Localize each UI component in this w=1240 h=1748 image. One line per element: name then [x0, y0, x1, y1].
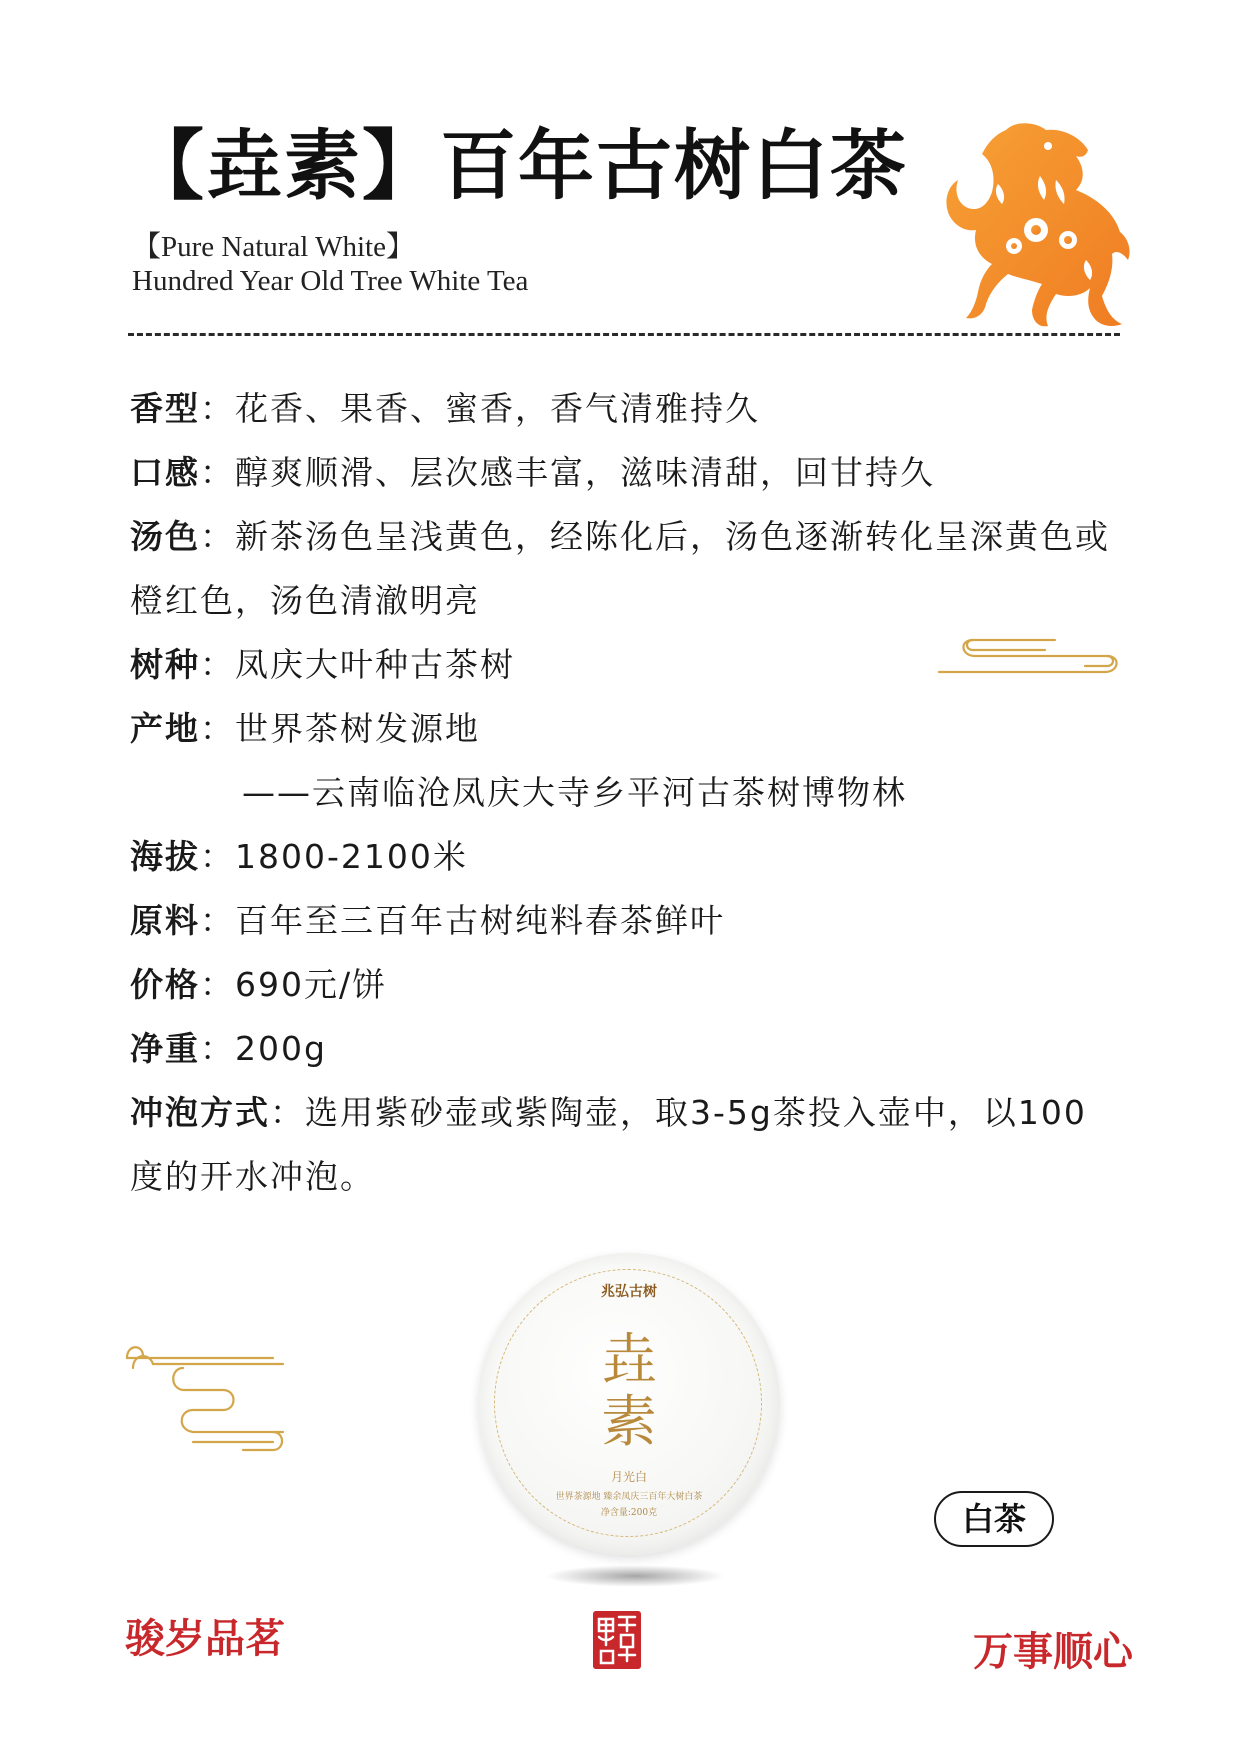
subtitle-line-1: 【Pure Natural White】: [132, 231, 415, 263]
detail-key: 价格: [130, 965, 200, 1004]
detail-value: 花香、果香、蜜香，香气清雅持久: [235, 389, 760, 428]
detail-value: 200g: [235, 1029, 327, 1068]
detail-row-taste: [130, 441, 1110, 505]
detail-key: 汤色: [130, 517, 200, 556]
tea-cake-char-2: 素: [601, 1390, 657, 1455]
tea-cake-image: [478, 1253, 780, 1555]
detail-sep: ：: [270, 1093, 305, 1132]
footer-slogan-right: 万事顺心: [973, 1628, 1133, 1675]
page-title: 【垚素】百年古树白茶: [128, 121, 908, 210]
detail-sep: ：: [200, 837, 235, 876]
tea-cake-line-1: 世界茶源地 臻余凤庆三百年大树白茶: [555, 1492, 703, 1502]
category-badge: 白茶: [934, 1491, 1054, 1547]
detail-key: 产地: [130, 709, 200, 748]
detail-row-liquor-color: [130, 505, 1110, 633]
tea-cake-name: 月光白: [610, 1470, 647, 1484]
detail-value: 690元/饼: [235, 965, 388, 1004]
detail-sep: ：: [200, 1029, 235, 1068]
dashed-divider: [128, 333, 1120, 336]
detail-value: 新茶汤色呈浅黄色，经陈化后，汤色逐渐转化呈深黄色或橙红色，汤色清澈明亮: [130, 517, 1110, 620]
detail-row-brewing: [130, 1081, 1110, 1209]
tea-cake-char-1: 垚: [601, 1328, 657, 1393]
detail-row-material: [130, 889, 1110, 953]
detail-value: 世界茶树发源地: [235, 709, 480, 748]
detail-row-price: [130, 953, 1110, 1017]
detail-row-aroma: [130, 377, 1110, 441]
detail-value: 凤庆大叶种古茶树: [235, 645, 515, 684]
detail-sep: ：: [200, 709, 235, 748]
detail-row-altitude: [130, 825, 1110, 889]
detail-key: 香型: [130, 389, 200, 428]
detail-key: 口感: [130, 453, 200, 492]
detail-key: 冲泡方式: [130, 1093, 270, 1132]
tea-cake-shadow: [545, 1565, 725, 1587]
detail-sep: ：: [200, 645, 235, 684]
tea-details: [130, 377, 1110, 1209]
detail-key: 原料: [130, 901, 200, 940]
detail-sep: ：: [200, 389, 235, 428]
footer-slogan-left: 骏岁品茗: [125, 1615, 285, 1662]
tea-cake-brand: 兆弘古树: [601, 1284, 657, 1300]
tea-cake-line-2: 净含量:200克: [600, 1508, 658, 1518]
detail-sep: ：: [200, 965, 235, 1004]
auspicious-cloud-icon: [123, 1338, 293, 1468]
detail-key: 树种: [130, 645, 200, 684]
detail-value: 1800-2100米: [235, 837, 468, 876]
detail-sep: ：: [200, 517, 235, 556]
detail-row-origin: [130, 697, 1110, 825]
detail-row-net-weight: [130, 1017, 1110, 1081]
detail-value: 选用紫砂壶或紫陶壶，取3-5g茶投入壶中，以100度的开水冲泡。: [130, 1093, 1087, 1196]
detail-value-continued: ——云南临沧凤庆大寺乡平河古茶树博物林: [242, 773, 907, 812]
detail-sep: ：: [200, 453, 235, 492]
seal-stamp-icon: [593, 1611, 641, 1669]
detail-sep: ：: [200, 901, 235, 940]
detail-value: 百年至三百年古树纯料春茶鲜叶: [235, 901, 725, 940]
horse-papercut-icon: [936, 120, 1136, 330]
english-subtitle: [132, 230, 528, 298]
detail-key: 海拔: [130, 837, 200, 876]
detail-key: 净重: [130, 1029, 200, 1068]
detail-value: 醇爽顺滑、层次感丰富，滋味清甜，回甘持久: [235, 453, 935, 492]
subtitle-line-2: Hundred Year Old Tree White Tea: [132, 265, 529, 297]
auspicious-cloud-icon: [935, 630, 1125, 676]
